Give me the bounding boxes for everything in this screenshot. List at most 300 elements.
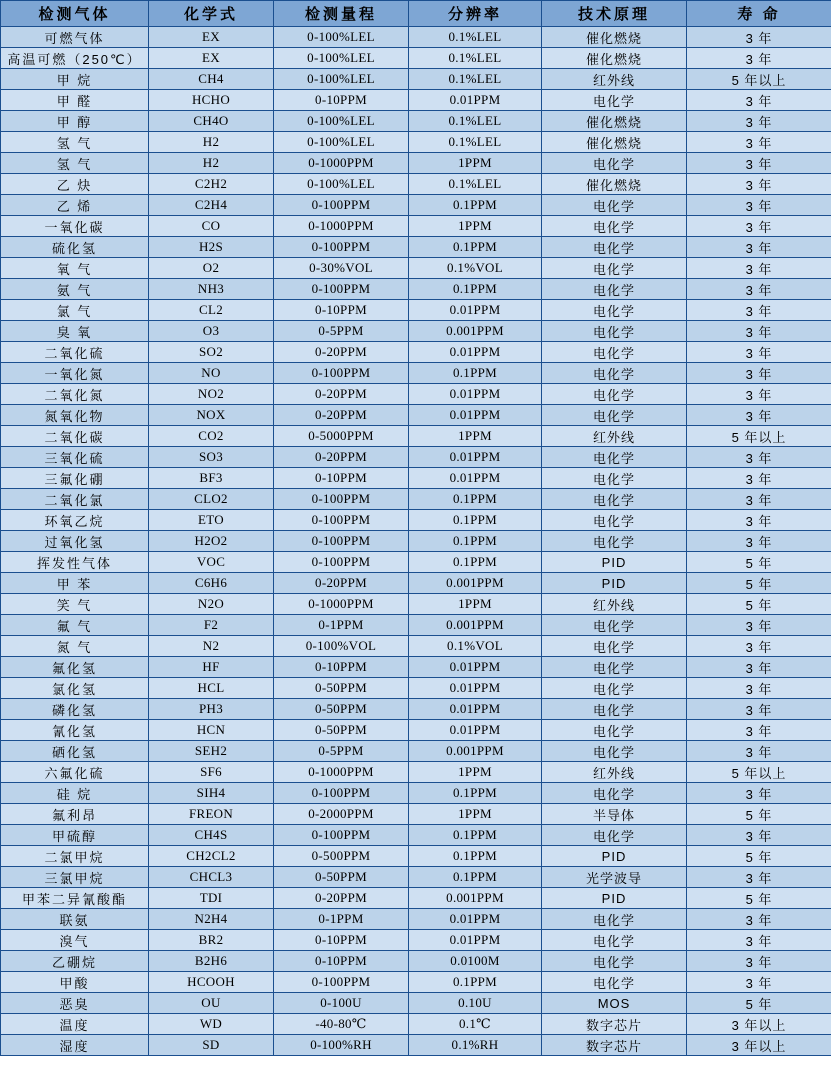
- cell-resolution: 0.1%LEL: [409, 174, 542, 195]
- cell-detection-range: 0-100PPM: [274, 825, 409, 846]
- cell-chemical-formula: BF3: [149, 468, 274, 489]
- table-row: [1, 720, 831, 741]
- table-row: [1, 573, 831, 594]
- cell-lifespan: 3 年: [687, 132, 831, 153]
- cell-gas-name: 二氧化硫: [1, 342, 149, 363]
- cell-lifespan: 5 年: [687, 888, 831, 909]
- cell-resolution: 0.1PPM: [409, 552, 542, 573]
- cell-technical-principle: 催化燃烧: [542, 27, 687, 48]
- cell-technical-principle: 电化学: [542, 657, 687, 678]
- table-row: [1, 111, 831, 132]
- cell-lifespan: 3 年: [687, 657, 831, 678]
- cell-technical-principle: 催化燃烧: [542, 111, 687, 132]
- cell-lifespan: 3 年: [687, 384, 831, 405]
- cell-gas-name: 可燃气体: [1, 27, 149, 48]
- cell-resolution: 0.1%VOL: [409, 258, 542, 279]
- cell-detection-range: 0-100%LEL: [274, 174, 409, 195]
- cell-resolution: 0.01PPM: [409, 699, 542, 720]
- cell-chemical-formula: HCOOH: [149, 972, 274, 993]
- cell-chemical-formula: C2H2: [149, 174, 274, 195]
- table-row: [1, 678, 831, 699]
- table-row: [1, 1014, 831, 1035]
- table-row: [1, 132, 831, 153]
- cell-chemical-formula: FREON: [149, 804, 274, 825]
- cell-lifespan: 5 年: [687, 573, 831, 594]
- cell-gas-name: 高温可燃（250℃）: [1, 48, 149, 69]
- cell-technical-principle: 红外线: [542, 69, 687, 90]
- cell-chemical-formula: C6H6: [149, 573, 274, 594]
- cell-technical-principle: 电化学: [542, 363, 687, 384]
- cell-chemical-formula: CO: [149, 216, 274, 237]
- cell-detection-range: 0-5PPM: [274, 321, 409, 342]
- cell-chemical-formula: N2: [149, 636, 274, 657]
- cell-technical-principle: 红外线: [542, 594, 687, 615]
- cell-technical-principle: 催化燃烧: [542, 174, 687, 195]
- cell-gas-name: 过氧化氢: [1, 531, 149, 552]
- cell-gas-name: 氧 气: [1, 258, 149, 279]
- column-header-chemical-formula: 化学式: [149, 1, 274, 27]
- cell-chemical-formula: OU: [149, 993, 274, 1014]
- cell-gas-name: 挥发性气体: [1, 552, 149, 573]
- cell-detection-range: 0-5PPM: [274, 741, 409, 762]
- cell-resolution: 0.01PPM: [409, 447, 542, 468]
- cell-chemical-formula: H2S: [149, 237, 274, 258]
- cell-gas-name: 甲 烷: [1, 69, 149, 90]
- table-row: [1, 216, 831, 237]
- cell-lifespan: 3 年: [687, 930, 831, 951]
- table-row: [1, 258, 831, 279]
- cell-chemical-formula: H2: [149, 132, 274, 153]
- cell-chemical-formula: SEH2: [149, 741, 274, 762]
- cell-lifespan: 3 年: [687, 258, 831, 279]
- cell-detection-range: 0-20PPM: [274, 384, 409, 405]
- cell-detection-range: 0-1000PPM: [274, 594, 409, 615]
- cell-gas-name: 氮氧化物: [1, 405, 149, 426]
- cell-resolution: 0.1%LEL: [409, 69, 542, 90]
- cell-resolution: 0.01PPM: [409, 300, 542, 321]
- cell-detection-range: 0-1000PPM: [274, 216, 409, 237]
- cell-gas-name: 三氟化硼: [1, 468, 149, 489]
- column-header-resolution: 分辨率: [409, 1, 542, 27]
- cell-technical-principle: 电化学: [542, 195, 687, 216]
- cell-technical-principle: PID: [542, 552, 687, 573]
- table-row: [1, 48, 831, 69]
- cell-resolution: 0.1PPM: [409, 279, 542, 300]
- cell-resolution: 0.1PPM: [409, 531, 542, 552]
- cell-chemical-formula: F2: [149, 615, 274, 636]
- cell-lifespan: 3 年: [687, 510, 831, 531]
- cell-detection-range: 0-100%LEL: [274, 69, 409, 90]
- cell-detection-range: 0-20PPM: [274, 405, 409, 426]
- cell-lifespan: 3 年: [687, 27, 831, 48]
- cell-gas-name: 甲硫醇: [1, 825, 149, 846]
- table-row: [1, 468, 831, 489]
- cell-detection-range: 0-100%VOL: [274, 636, 409, 657]
- cell-gas-name: 氯化氢: [1, 678, 149, 699]
- cell-detection-range: 0-100PPM: [274, 972, 409, 993]
- cell-detection-range: 0-10PPM: [274, 300, 409, 321]
- cell-detection-range: 0-30%VOL: [274, 258, 409, 279]
- cell-technical-principle: 电化学: [542, 636, 687, 657]
- table-row: [1, 762, 831, 783]
- cell-lifespan: 3 年: [687, 216, 831, 237]
- cell-gas-name: 六氟化硫: [1, 762, 149, 783]
- cell-detection-range: 0-100%LEL: [274, 48, 409, 69]
- cell-chemical-formula: NO2: [149, 384, 274, 405]
- table-row: [1, 1035, 831, 1056]
- cell-chemical-formula: CH4O: [149, 111, 274, 132]
- cell-detection-range: 0-100PPM: [274, 489, 409, 510]
- cell-chemical-formula: EX: [149, 48, 274, 69]
- cell-resolution: 0.0100M: [409, 951, 542, 972]
- table-row: [1, 237, 831, 258]
- cell-detection-range: 0-10PPM: [274, 930, 409, 951]
- cell-resolution: 0.01PPM: [409, 468, 542, 489]
- cell-gas-name: 笑 气: [1, 594, 149, 615]
- cell-chemical-formula: SF6: [149, 762, 274, 783]
- cell-detection-range: 0-50PPM: [274, 699, 409, 720]
- cell-resolution: 0.1PPM: [409, 783, 542, 804]
- cell-resolution: 0.1%LEL: [409, 111, 542, 132]
- table-row: [1, 531, 831, 552]
- cell-lifespan: 5 年: [687, 846, 831, 867]
- table-body: [1, 27, 831, 1056]
- cell-chemical-formula: CL2: [149, 300, 274, 321]
- cell-resolution: 0.001PPM: [409, 888, 542, 909]
- cell-resolution: 0.1PPM: [409, 510, 542, 531]
- cell-resolution: 0.01PPM: [409, 384, 542, 405]
- cell-resolution: 1PPM: [409, 762, 542, 783]
- cell-resolution: 0.01PPM: [409, 678, 542, 699]
- cell-resolution: 1PPM: [409, 804, 542, 825]
- cell-resolution: 0.1PPM: [409, 972, 542, 993]
- cell-chemical-formula: SD: [149, 1035, 274, 1056]
- table-row: [1, 825, 831, 846]
- cell-technical-principle: 电化学: [542, 405, 687, 426]
- cell-chemical-formula: TDI: [149, 888, 274, 909]
- cell-detection-range: 0-1000PPM: [274, 762, 409, 783]
- table-row: [1, 405, 831, 426]
- cell-technical-principle: 电化学: [542, 489, 687, 510]
- table-row: [1, 930, 831, 951]
- cell-lifespan: 3 年: [687, 321, 831, 342]
- cell-lifespan: 5 年以上: [687, 426, 831, 447]
- cell-resolution: 1PPM: [409, 594, 542, 615]
- cell-technical-principle: 半导体: [542, 804, 687, 825]
- cell-detection-range: 0-100%LEL: [274, 132, 409, 153]
- cell-technical-principle: 电化学: [542, 90, 687, 111]
- cell-gas-name: 氟利昂: [1, 804, 149, 825]
- cell-resolution: 1PPM: [409, 216, 542, 237]
- cell-technical-principle: 电化学: [542, 783, 687, 804]
- cell-detection-range: 0-10PPM: [274, 951, 409, 972]
- cell-technical-principle: 电化学: [542, 930, 687, 951]
- cell-technical-principle: 电化学: [542, 258, 687, 279]
- cell-lifespan: 3 年: [687, 678, 831, 699]
- table-row: [1, 867, 831, 888]
- cell-gas-name: 三氯甲烷: [1, 867, 149, 888]
- cell-gas-name: 甲 苯: [1, 573, 149, 594]
- cell-chemical-formula: O2: [149, 258, 274, 279]
- cell-chemical-formula: H2: [149, 153, 274, 174]
- column-header-technical-principle: 技术原理: [542, 1, 687, 27]
- cell-chemical-formula: SO2: [149, 342, 274, 363]
- cell-resolution: 0.1%RH: [409, 1035, 542, 1056]
- cell-chemical-formula: ETO: [149, 510, 274, 531]
- cell-detection-range: 0-100PPM: [274, 237, 409, 258]
- cell-lifespan: 3 年: [687, 447, 831, 468]
- cell-resolution: 0.01PPM: [409, 657, 542, 678]
- cell-resolution: 0.1℃: [409, 1014, 542, 1035]
- cell-lifespan: 3 年: [687, 636, 831, 657]
- cell-gas-name: 溴气: [1, 930, 149, 951]
- table-row: [1, 342, 831, 363]
- cell-detection-range: 0-100PPM: [274, 195, 409, 216]
- cell-gas-name: 氮 气: [1, 636, 149, 657]
- cell-detection-range: 0-100%RH: [274, 1035, 409, 1056]
- table-row: [1, 699, 831, 720]
- cell-gas-name: 温度: [1, 1014, 149, 1035]
- cell-gas-name: 氯 气: [1, 300, 149, 321]
- cell-chemical-formula: CHCL3: [149, 867, 274, 888]
- cell-lifespan: 3 年: [687, 174, 831, 195]
- cell-lifespan: 5 年以上: [687, 762, 831, 783]
- cell-chemical-formula: O3: [149, 321, 274, 342]
- cell-detection-range: 0-100PPM: [274, 510, 409, 531]
- header-row: [1, 1, 831, 27]
- cell-detection-range: -40-80℃: [274, 1014, 409, 1035]
- table-row: [1, 804, 831, 825]
- cell-technical-principle: 电化学: [542, 678, 687, 699]
- cell-resolution: 1PPM: [409, 153, 542, 174]
- cell-gas-name: 硒化氢: [1, 741, 149, 762]
- cell-chemical-formula: SO3: [149, 447, 274, 468]
- cell-technical-principle: 催化燃烧: [542, 132, 687, 153]
- cell-gas-name: 氢 气: [1, 153, 149, 174]
- cell-lifespan: 3 年: [687, 783, 831, 804]
- cell-detection-range: 0-10PPM: [274, 468, 409, 489]
- table-row: [1, 426, 831, 447]
- cell-resolution: 0.001PPM: [409, 741, 542, 762]
- cell-lifespan: 3 年: [687, 237, 831, 258]
- cell-gas-name: 三氧化硫: [1, 447, 149, 468]
- cell-chemical-formula: CH4: [149, 69, 274, 90]
- cell-technical-principle: 电化学: [542, 342, 687, 363]
- cell-technical-principle: 电化学: [542, 384, 687, 405]
- cell-resolution: 0.1PPM: [409, 867, 542, 888]
- cell-resolution: 0.01PPM: [409, 405, 542, 426]
- cell-lifespan: 3 年: [687, 363, 831, 384]
- cell-technical-principle: 红外线: [542, 426, 687, 447]
- table-row: [1, 636, 831, 657]
- table-row: [1, 741, 831, 762]
- cell-lifespan: 3 年: [687, 342, 831, 363]
- cell-technical-principle: 电化学: [542, 531, 687, 552]
- cell-chemical-formula: CLO2: [149, 489, 274, 510]
- cell-chemical-formula: CH2CL2: [149, 846, 274, 867]
- cell-lifespan: 5 年: [687, 804, 831, 825]
- cell-detection-range: 0-100PPM: [274, 531, 409, 552]
- cell-detection-range: 0-20PPM: [274, 447, 409, 468]
- cell-detection-range: 0-1000PPM: [274, 153, 409, 174]
- cell-gas-name: 乙 炔: [1, 174, 149, 195]
- table-header: [1, 1, 831, 27]
- table-row: [1, 594, 831, 615]
- cell-detection-range: 0-50PPM: [274, 720, 409, 741]
- cell-gas-name: 氢 气: [1, 132, 149, 153]
- cell-technical-principle: 电化学: [542, 972, 687, 993]
- cell-detection-range: 0-1PPM: [274, 909, 409, 930]
- table-row: [1, 510, 831, 531]
- table-row: [1, 447, 831, 468]
- cell-lifespan: 3 年: [687, 405, 831, 426]
- cell-technical-principle: 电化学: [542, 300, 687, 321]
- cell-chemical-formula: VOC: [149, 552, 274, 573]
- cell-chemical-formula: HCL: [149, 678, 274, 699]
- cell-technical-principle: PID: [542, 846, 687, 867]
- cell-technical-principle: 电化学: [542, 741, 687, 762]
- cell-lifespan: 5 年: [687, 993, 831, 1014]
- cell-detection-range: 0-100PPM: [274, 279, 409, 300]
- table-row: [1, 846, 831, 867]
- table-row: [1, 888, 831, 909]
- cell-resolution: 0.1%LEL: [409, 132, 542, 153]
- table-row: [1, 783, 831, 804]
- cell-technical-principle: 电化学: [542, 909, 687, 930]
- cell-chemical-formula: H2O2: [149, 531, 274, 552]
- cell-gas-name: 氟化氢: [1, 657, 149, 678]
- cell-technical-principle: 数字芯片: [542, 1014, 687, 1035]
- cell-gas-name: 磷化氢: [1, 699, 149, 720]
- cell-lifespan: 3 年: [687, 195, 831, 216]
- cell-gas-name: 甲酸: [1, 972, 149, 993]
- cell-technical-principle: 电化学: [542, 951, 687, 972]
- column-header-gas-name: 检测气体: [1, 1, 149, 27]
- cell-chemical-formula: HF: [149, 657, 274, 678]
- cell-technical-principle: MOS: [542, 993, 687, 1014]
- table-row: [1, 993, 831, 1014]
- cell-resolution: 0.1%LEL: [409, 27, 542, 48]
- cell-detection-range: 0-10PPM: [274, 90, 409, 111]
- cell-lifespan: 3 年: [687, 741, 831, 762]
- table-row: [1, 279, 831, 300]
- cell-lifespan: 3 年: [687, 90, 831, 111]
- cell-detection-range: 0-20PPM: [274, 888, 409, 909]
- cell-resolution: 0.01PPM: [409, 90, 542, 111]
- cell-detection-range: 0-100PPM: [274, 783, 409, 804]
- table-row: [1, 321, 831, 342]
- cell-lifespan: 3 年: [687, 531, 831, 552]
- cell-detection-range: 0-100U: [274, 993, 409, 1014]
- cell-chemical-formula: NOX: [149, 405, 274, 426]
- cell-technical-principle: 电化学: [542, 510, 687, 531]
- cell-chemical-formula: HCHO: [149, 90, 274, 111]
- cell-lifespan: 3 年: [687, 279, 831, 300]
- cell-detection-range: 0-100%LEL: [274, 27, 409, 48]
- cell-gas-name: 乙硼烷: [1, 951, 149, 972]
- cell-technical-principle: 电化学: [542, 321, 687, 342]
- cell-gas-name: 氟 气: [1, 615, 149, 636]
- table-row: [1, 69, 831, 90]
- cell-gas-name: 甲 醇: [1, 111, 149, 132]
- cell-gas-name: 甲苯二异氰酸酯: [1, 888, 149, 909]
- table-row: [1, 951, 831, 972]
- cell-gas-name: 二氧化碳: [1, 426, 149, 447]
- table-row: [1, 27, 831, 48]
- cell-lifespan: 3 年: [687, 720, 831, 741]
- cell-detection-range: 0-100PPM: [274, 363, 409, 384]
- column-header-lifespan: 寿 命: [687, 1, 831, 27]
- cell-gas-name: 二氧化氮: [1, 384, 149, 405]
- cell-lifespan: 3 年: [687, 111, 831, 132]
- cell-gas-name: 二氧化氯: [1, 489, 149, 510]
- cell-resolution: 0.1%LEL: [409, 48, 542, 69]
- cell-resolution: 0.001PPM: [409, 573, 542, 594]
- cell-gas-name: 臭 氧: [1, 321, 149, 342]
- cell-gas-name: 湿度: [1, 1035, 149, 1056]
- cell-technical-principle: 电化学: [542, 699, 687, 720]
- cell-lifespan: 3 年: [687, 489, 831, 510]
- cell-gas-name: 环氧乙烷: [1, 510, 149, 531]
- table-row: [1, 363, 831, 384]
- cell-resolution: 0.1PPM: [409, 489, 542, 510]
- cell-resolution: 0.1PPM: [409, 237, 542, 258]
- cell-lifespan: 5 年以上: [687, 69, 831, 90]
- cell-detection-range: 0-50PPM: [274, 678, 409, 699]
- cell-technical-principle: 电化学: [542, 468, 687, 489]
- cell-lifespan: 3 年以上: [687, 1035, 831, 1056]
- cell-resolution: 0.01PPM: [409, 930, 542, 951]
- cell-resolution: 0.1PPM: [409, 825, 542, 846]
- cell-lifespan: 3 年: [687, 153, 831, 174]
- cell-gas-name: 二氯甲烷: [1, 846, 149, 867]
- cell-technical-principle: 催化燃烧: [542, 48, 687, 69]
- cell-detection-range: 0-500PPM: [274, 846, 409, 867]
- cell-technical-principle: PID: [542, 573, 687, 594]
- table-row: [1, 972, 831, 993]
- cell-technical-principle: 电化学: [542, 153, 687, 174]
- table-row: [1, 300, 831, 321]
- cell-resolution: 0.001PPM: [409, 615, 542, 636]
- cell-chemical-formula: N2O: [149, 594, 274, 615]
- cell-detection-range: 0-20PPM: [274, 573, 409, 594]
- cell-chemical-formula: CO2: [149, 426, 274, 447]
- cell-chemical-formula: SIH4: [149, 783, 274, 804]
- table-row: [1, 615, 831, 636]
- cell-detection-range: 0-50PPM: [274, 867, 409, 888]
- cell-lifespan: 5 年: [687, 552, 831, 573]
- cell-chemical-formula: WD: [149, 1014, 274, 1035]
- cell-chemical-formula: HCN: [149, 720, 274, 741]
- table-row: [1, 153, 831, 174]
- cell-technical-principle: PID: [542, 888, 687, 909]
- cell-technical-principle: 电化学: [542, 216, 687, 237]
- cell-resolution: 0.1%VOL: [409, 636, 542, 657]
- cell-chemical-formula: NO: [149, 363, 274, 384]
- cell-technical-principle: 红外线: [542, 762, 687, 783]
- cell-resolution: 0.01PPM: [409, 909, 542, 930]
- cell-lifespan: 3 年: [687, 48, 831, 69]
- cell-detection-range: 0-100PPM: [274, 552, 409, 573]
- cell-lifespan: 3 年: [687, 699, 831, 720]
- table-row: [1, 174, 831, 195]
- cell-lifespan: 3 年: [687, 909, 831, 930]
- cell-resolution: 0.10U: [409, 993, 542, 1014]
- cell-lifespan: 5 年: [687, 594, 831, 615]
- cell-detection-range: 0-20PPM: [274, 342, 409, 363]
- cell-technical-principle: 电化学: [542, 279, 687, 300]
- cell-detection-range: 0-5000PPM: [274, 426, 409, 447]
